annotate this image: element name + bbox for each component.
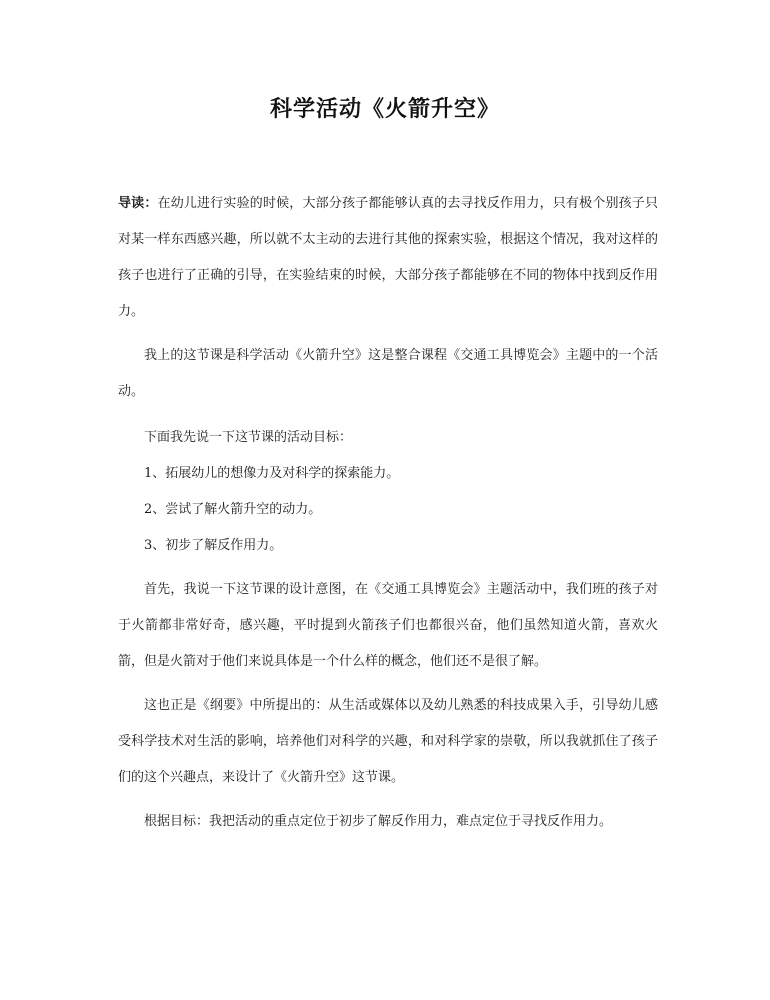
intro-paragraph [118,186,658,330]
paragraph: 首先，我说一下这节课的设计意图，在《交通工具博览会》主题活动中，我们班的孩子对于火箭都非常好奇，感兴趣，平时提到火箭孩子们也都很兴奋，他们虽然知道火箭，喜欢火箭，但是火箭对于他们来说具体是一个什么样的概念，他们还不是很了解。 [118,582,658,669]
paragraph-block-gangyao [118,688,658,796]
objective-item: 2、尝试了解火箭升空的动力。 [144,502,322,517]
objectives-heading: 下面我先说一下这节课的活动目标： [144,430,353,445]
intro-block [118,186,658,330]
paragraph-block-1 [118,338,658,410]
objectives-block [118,420,658,564]
intro-text: 在幼儿进行实验的时候，大部分孩子都能够认真的去寻找反作用力，只有极个别孩子只对某一样东西感兴趣，所以就不太主动的去进行其他的探索实验，根据这个情况，我对这样的孩子也进行了正确的引导，在实验结束的时候，大部分孩子都能够在不同的物体中找到反作用力。 [118,196,658,319]
intro-label: 导读： [118,196,158,211]
document-title: 科学活动《火箭升空》 [269,96,500,122]
objective-item: 3、初步了解反作用力。 [144,538,283,553]
paragraph-block-focus [118,804,658,840]
paragraph-block-design [118,572,658,680]
objective-item: 1、拓展幼儿的想像力及对科学的探索能力。 [144,466,400,481]
paragraph: 这也正是《纲要》中所提出的：从生活或媒体以及幼儿熟悉的科技成果入手，引导幼儿感受科学技术对生活的影响，培养他们对科学的兴趣，和对科学家的崇敬，所以我就抓住了孩子们的这个兴趣点，来设计了《火箭升空》这节课。 [118,698,658,785]
paragraph: 我上的这节课是科学活动《火箭升空》这是整合课程《交通工具博览会》主题中的一个活动。 [118,348,658,399]
paragraph: 根据目标：我把活动的重点定位于初步了解反作用力，难点定位于寻找反作用力。 [144,814,613,829]
